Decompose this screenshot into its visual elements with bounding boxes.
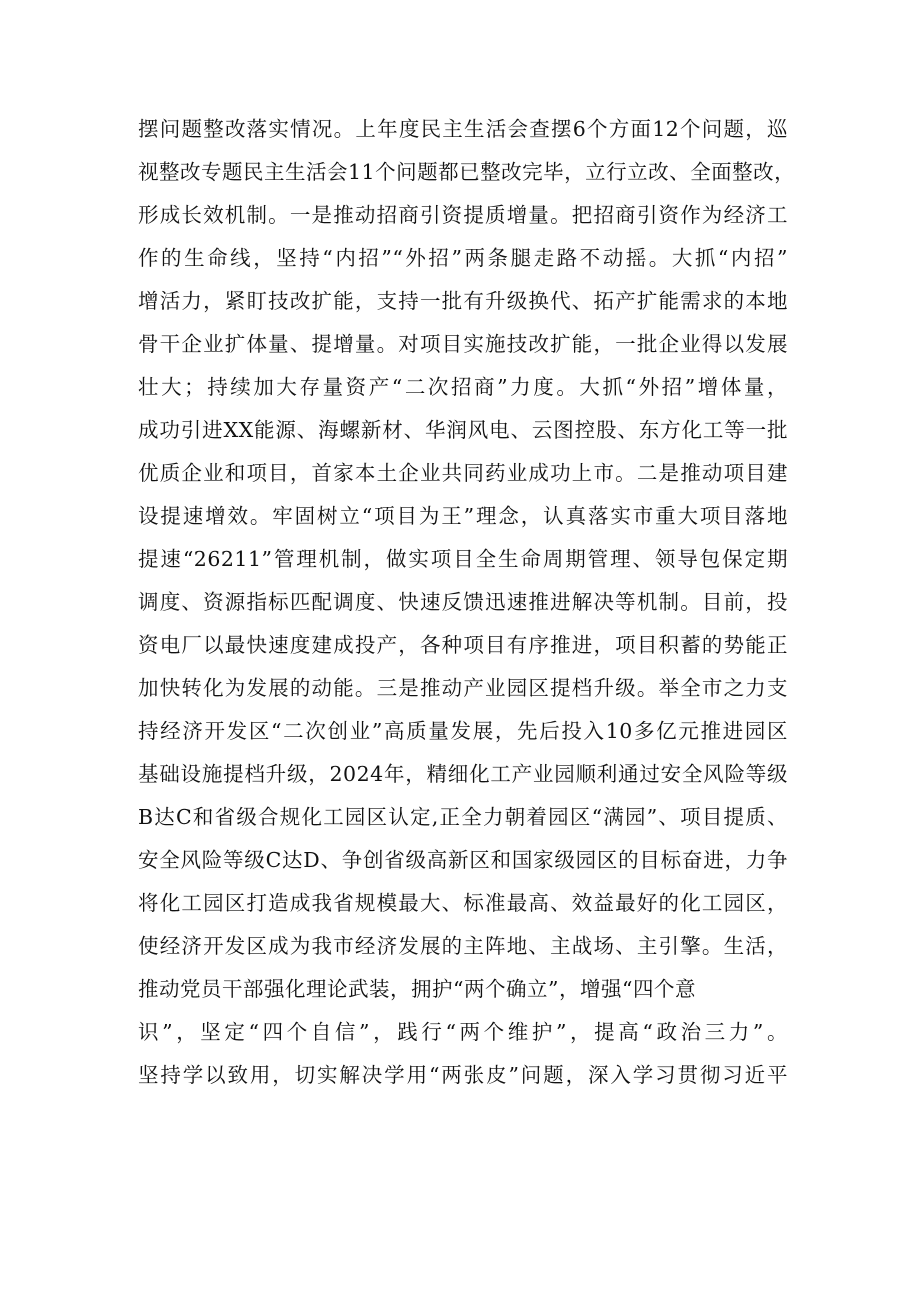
text-line: 坚持学以致用，切实解决学用“两张皮”问题，深入学习贯彻习近平 <box>138 1063 788 1087</box>
text-line: 增活力，紧盯技改扩能，支持一批有升级换代、拓产扩能需求的本地 <box>138 289 788 313</box>
text-line: 加快转化为发展的动能。三是推动产业园区提档升级。举全市之力支 <box>138 676 788 700</box>
text-line: 优质企业和项目，首家本土企业共同药业成功上市。二是推动项目建 <box>138 461 788 485</box>
text-line: B达C和省级合规化工园区认定,正全力朝着园区“满园”、项目提质、 <box>138 805 788 829</box>
text-line: 将化工园区打造成我省规模最大、标准最高、效益最好的化工园区， <box>138 891 788 915</box>
text-line: 提速“26211”管理机制，做实项目全生命周期管理、领导包保定期 <box>138 547 788 571</box>
text-line: 使经济开发区成为我市经济发展的主阵地、主战场、主引擎。生活， <box>138 934 788 958</box>
text-line: 基础设施提档升级，2024年，精细化工产业园顺利通过安全风险等级 <box>138 762 788 786</box>
text-line: 作的生命线，坚持“内招”“外招”两条腿走路不动摇。大抓“内招” <box>138 246 788 270</box>
text-line: 壮大；持续加大存量资产“二次招商”力度。大抓“外招”增体量， <box>138 375 788 399</box>
text-line: 成功引进XX能源、海螺新材、华润风电、云图控股、东方化工等一批 <box>138 418 788 442</box>
text-line: 持经济开发区“二次创业”高质量发展，先后投入10多亿元推进园区 <box>138 719 788 743</box>
text-line: 调度、资源指标匹配调度、快速反馈迅速推进解决等机制。目前，投 <box>138 590 788 614</box>
text-line: 推动党员干部强化理论武装，拥护“两个确立”，增强“四个意 <box>138 977 696 1001</box>
text-line: 摆问题整改落实情况。上年度民主生活会查摆6个方面12个问题，巡 <box>138 117 788 141</box>
text-line: 安全风险等级C达D、争创省级高新区和国家级园区的目标奋进，力争 <box>138 848 788 872</box>
text-line: 资电厂以最快速度建成投产，各种项目有序推进，项目积蓄的势能正 <box>138 633 788 657</box>
text-line: 骨干企业扩体量、提增量。对项目实施技改扩能，一批企业得以发展 <box>138 332 788 356</box>
text-line: 形成长效机制。一是推动招商引资提质增量。把招商引资作为经济工 <box>138 203 788 227</box>
text-line: 视整改专题民主生活会11个问题都已整改完毕，立行立改、全面整改， <box>138 160 796 184</box>
body-text <box>138 108 796 1097</box>
text-line: 设提速增效。牢固树立“项目为王”理念，认真落实市重大项目落地 <box>138 504 788 528</box>
text-line: 识”，坚定“四个自信”，践行“两个维护”，提高“政治三力”。 <box>138 1020 788 1044</box>
